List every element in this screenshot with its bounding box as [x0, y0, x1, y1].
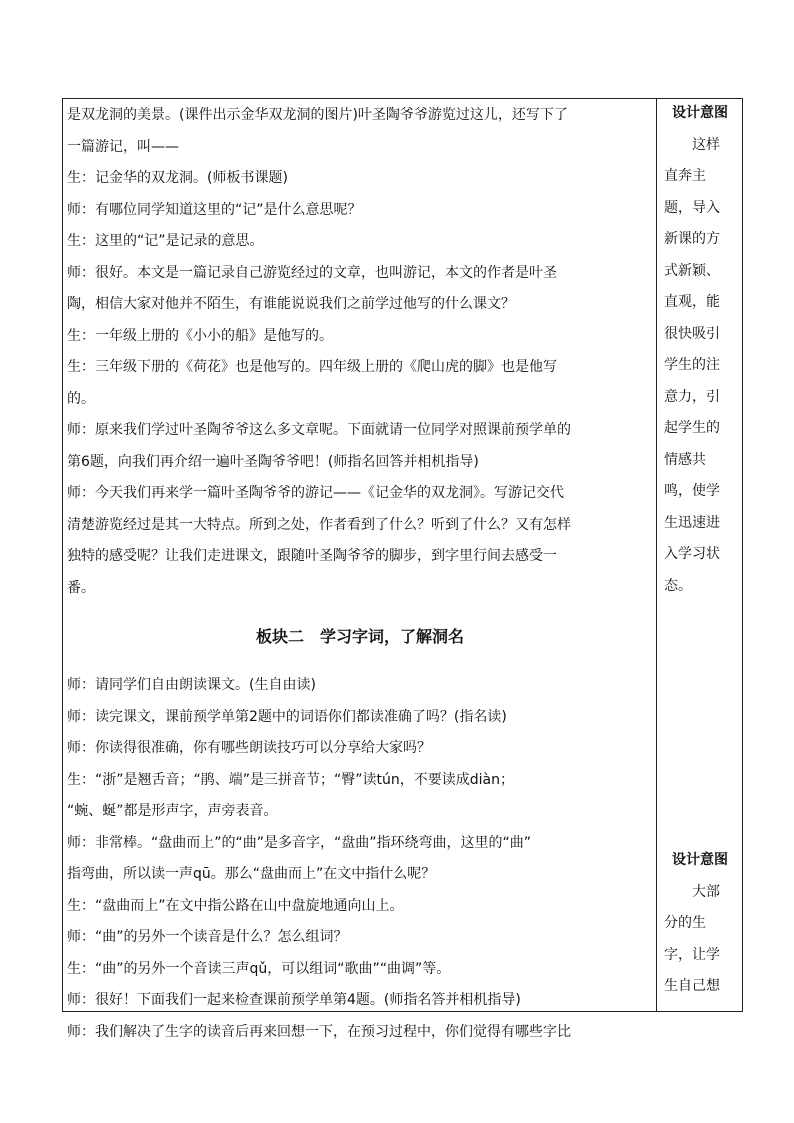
text-line: 入学习状 [664, 546, 720, 562]
text-line: 清楚游览经过是其一大特点。所到之处，作者看到了什么？听到了什么？又有怎样 [67, 516, 571, 533]
design-intent-title: 设计意图 [672, 105, 728, 121]
text-line: 新课的方 [664, 231, 720, 247]
text-line: 式新颖、 [664, 262, 720, 279]
design-intent-title: 设计意图 [672, 852, 728, 868]
text-line: 很快吸引 [664, 325, 720, 342]
text-line: 师：“曲”的另外一个读音是什么？怎么组词？ [67, 929, 348, 945]
text-line: 师：很好！下面我们一起来检查课前预学单第4题。(师指名答并相机指导) [67, 992, 521, 1008]
text-line: 这样 [692, 136, 720, 153]
text-line: 师：很好。本文是一篇记录自己游览经过的文章，也叫游记，本文的作者是叶圣 [67, 264, 557, 281]
text-line: 第6题，向我们再介绍一遍叶圣陶爷爷吧！(师指名回答并相机指导) [67, 453, 479, 470]
text-line: 意力，引 [664, 388, 720, 405]
dialogue-block-1 [67, 100, 653, 604]
text-line: 师：我们解决了生字的读音后再来回想一下，在预习过程中，你们觉得有哪些字比 [67, 1023, 571, 1040]
design-intent-note-1 [660, 98, 740, 602]
lesson-main-column [67, 100, 653, 1048]
text-line: 生：“曲”的另外一个音读三声qǔ，可以组词“歌曲”“曲调”等。 [67, 960, 451, 977]
dialogue-block-2 [67, 670, 653, 1048]
text-line: 师：读完课文，课前预学单第2题中的词语你们都读准确了吗？(指名读) [67, 708, 507, 725]
text-line: 是双龙洞的美景。(课件出示金华双龙洞的图片)叶圣陶爷爷游览过这儿，还写下了 [67, 107, 568, 123]
text-line: 态。 [664, 577, 692, 594]
text-line: 生：“盘曲而上”在文中指公路在山中盘旋地通向山上。 [67, 897, 404, 914]
text-line: 直观，能 [664, 294, 720, 310]
text-line: 生：三年级下册的《荷花》也是他写的。四年级上册的《爬山虎的脚》也是他写 [67, 359, 557, 375]
text-line: 分的生 [664, 915, 706, 931]
text-line: 陶，相信大家对他并不陌生，有谁能说说我们之前学过他写的什么课文？ [67, 296, 515, 312]
text-line: 番。 [67, 579, 95, 596]
text-line: 指弯曲，所以读一声qū。那么“盘曲而上”在文中指什么呢？ [67, 866, 436, 882]
text-line: 生：“浙”是翘舌音；“鹃、端”是三拼音节；“臀”读tún，不要读成diàn； [67, 771, 514, 788]
design-intent-text [660, 877, 740, 1003]
text-line: 直奔主 [664, 168, 706, 184]
text-line: 生迅速进 [664, 514, 720, 531]
text-line: 字，让学 [664, 946, 720, 963]
design-intent-note-2 [660, 845, 740, 1003]
text-line: 师：原来我们学过叶圣陶爷爷这么多文章呢。下面就请一位同学对照课前预学单的 [67, 422, 571, 438]
text-line: 起学生的 [664, 420, 720, 436]
text-line: 题，导入 [664, 199, 720, 216]
column-divider [656, 98, 657, 1012]
text-line: 师：今天我们再来学一篇叶圣陶爷爷的游记——《记金华的双龙洞》。写游记交代 [67, 485, 564, 501]
text-line: 师：有哪位同学知道这里的“记”是什么意思呢？ [67, 201, 362, 218]
text-line: 学生的注 [664, 357, 720, 373]
text-line: 生：一年级上册的《小小的船》是他写的。 [67, 327, 333, 344]
text-line: “蜿、蜒”都是形声字，声旁表音。 [67, 803, 278, 819]
text-line: 一篇游记，叫—— [67, 138, 179, 155]
text-line: 生：记金华的双龙洞。(师板书课题) [67, 170, 288, 186]
text-line: 生自己想 [664, 978, 720, 994]
design-intent-text [660, 130, 740, 603]
text-line: 生：这里的“记”是记录的意思。 [67, 233, 264, 249]
text-line: 鸣，使学 [664, 483, 720, 499]
text-line: 大部 [692, 883, 720, 900]
text-line: 独特的感受呢？让我们走进课文，跟随叶圣陶爷爷的脚步，到字里行间去感受一 [67, 548, 557, 564]
text-line: 师：请同学们自由朗读课文。(生自由读) [67, 677, 316, 693]
text-line: 师：你读得很准确，你有哪些朗读技巧可以分享给大家吗？ [67, 740, 431, 756]
section-heading: 板块二 学习字词，了解洞名 [255, 627, 464, 646]
text-line: 的。 [67, 390, 95, 407]
text-line: 情感共 [664, 451, 706, 468]
text-line: 师：非常棒。“盘曲而上”的“曲”是多音字，“盘曲”指环绕弯曲，这里的“曲” [67, 834, 532, 851]
